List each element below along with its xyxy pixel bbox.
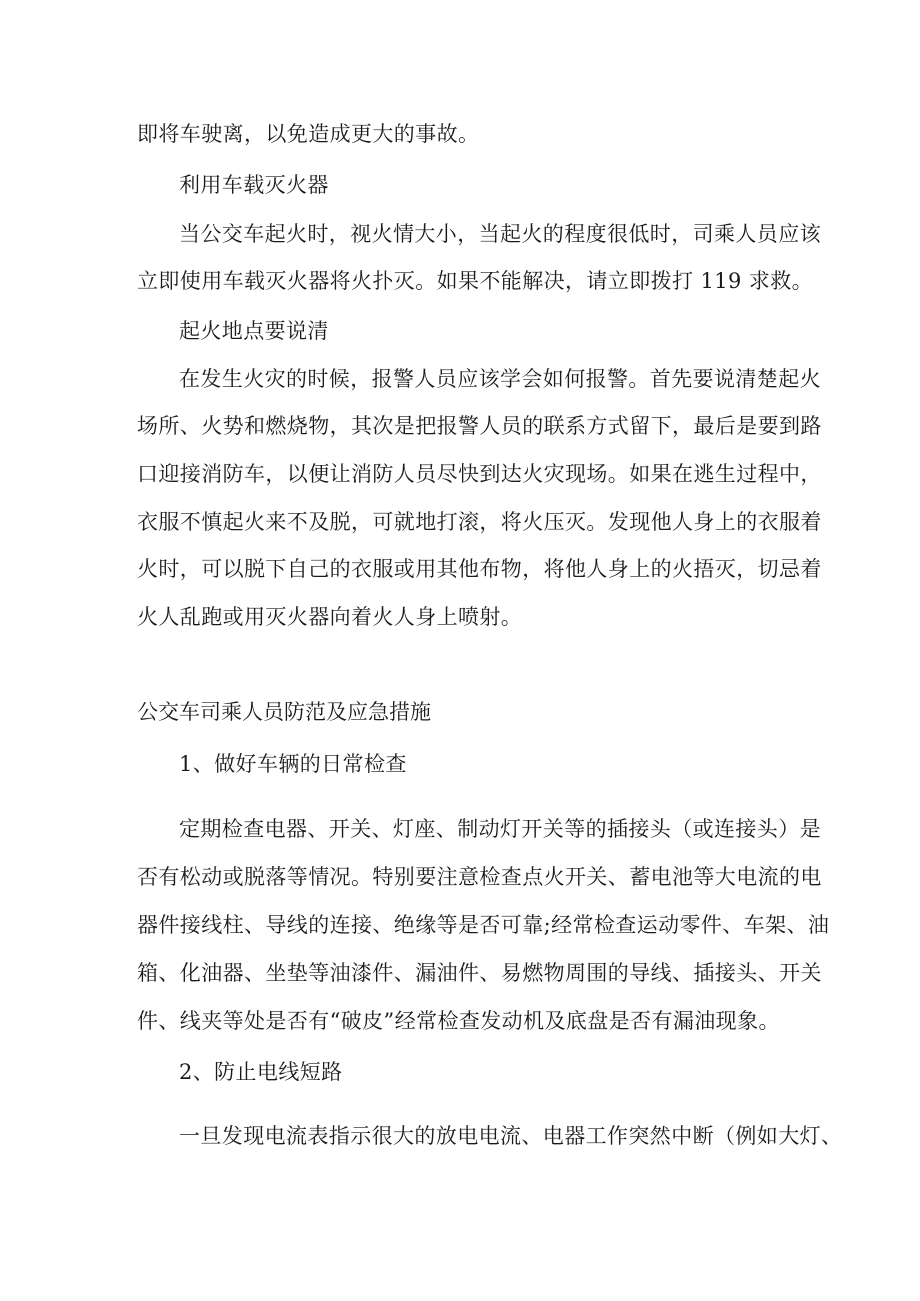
item-title: 1、做好车辆的日常检查 (179, 752, 407, 776)
paragraph-line: 火人乱跑或用灭火器向着火人身上喷射。 (137, 605, 523, 629)
item-title: 2、防止电线短路 (179, 1060, 343, 1084)
section-title: 公交车司乘人员防范及应急措施 (137, 700, 431, 724)
paragraph-line: 件、线夹等处是否有“破皮”经常检查发动机及底盘是否有漏油现象。 (137, 1009, 780, 1033)
paragraph-line: 即将车驶离，以免造成更大的事故。 (137, 122, 480, 146)
paragraph-line: 场所、火势和燃烧物，其次是把报警人员的联系方式留下，最后是要到路 (137, 414, 822, 438)
subheading-extinguisher: 利用车载灭火器 (179, 173, 329, 197)
paragraph-line: 箱、化油器、坐垫等油漆件、漏油件、易燃物周围的导线、插接头、开关 (137, 961, 822, 985)
subheading-location: 起火地点要说清 (179, 319, 329, 343)
paragraph-line: 在发生火灾的时候，报警人员应该学会如何报警。首先要说清楚起火 (179, 367, 821, 391)
paragraph-line: 口迎接消防车，以便让消防人员尽快到达火灾现场。如果在逃生过程中， (137, 462, 822, 486)
paragraph-line: 火时，可以脱下自己的衣服或用其他布物，将他人身上的火捂灭，切忌着 (137, 557, 822, 581)
paragraph-line: 器件接线柱、导线的连接、绝缘等是否可靠;经常检查运动零件、车架、油 (137, 913, 830, 937)
paragraph-line: 衣服不慎起火来不及脱，可就地打滚，将火压灭。发现他人身上的衣服着 (137, 510, 822, 534)
paragraph-line: 当公交车起火时，视火情大小，当起火的程度很低时，司乘人员应该 (179, 222, 821, 246)
paragraph-line: 立即使用车载灭火器将火扑灭。如果不能解决，请立即拨打 119 求救。 (137, 269, 814, 293)
paragraph-line: 定期检查电器、开关、灯座、制动灯开关等的插接头（或连接头）是 (179, 817, 821, 841)
paragraph-line: 一旦发现电流表指示很大的放电电流、电器工作突然中断（例如大灯、 (179, 1124, 843, 1148)
paragraph-line: 否有松动或脱落等情况。特别要注意检查点火开关、蓄电池等大电流的电 (137, 865, 822, 889)
